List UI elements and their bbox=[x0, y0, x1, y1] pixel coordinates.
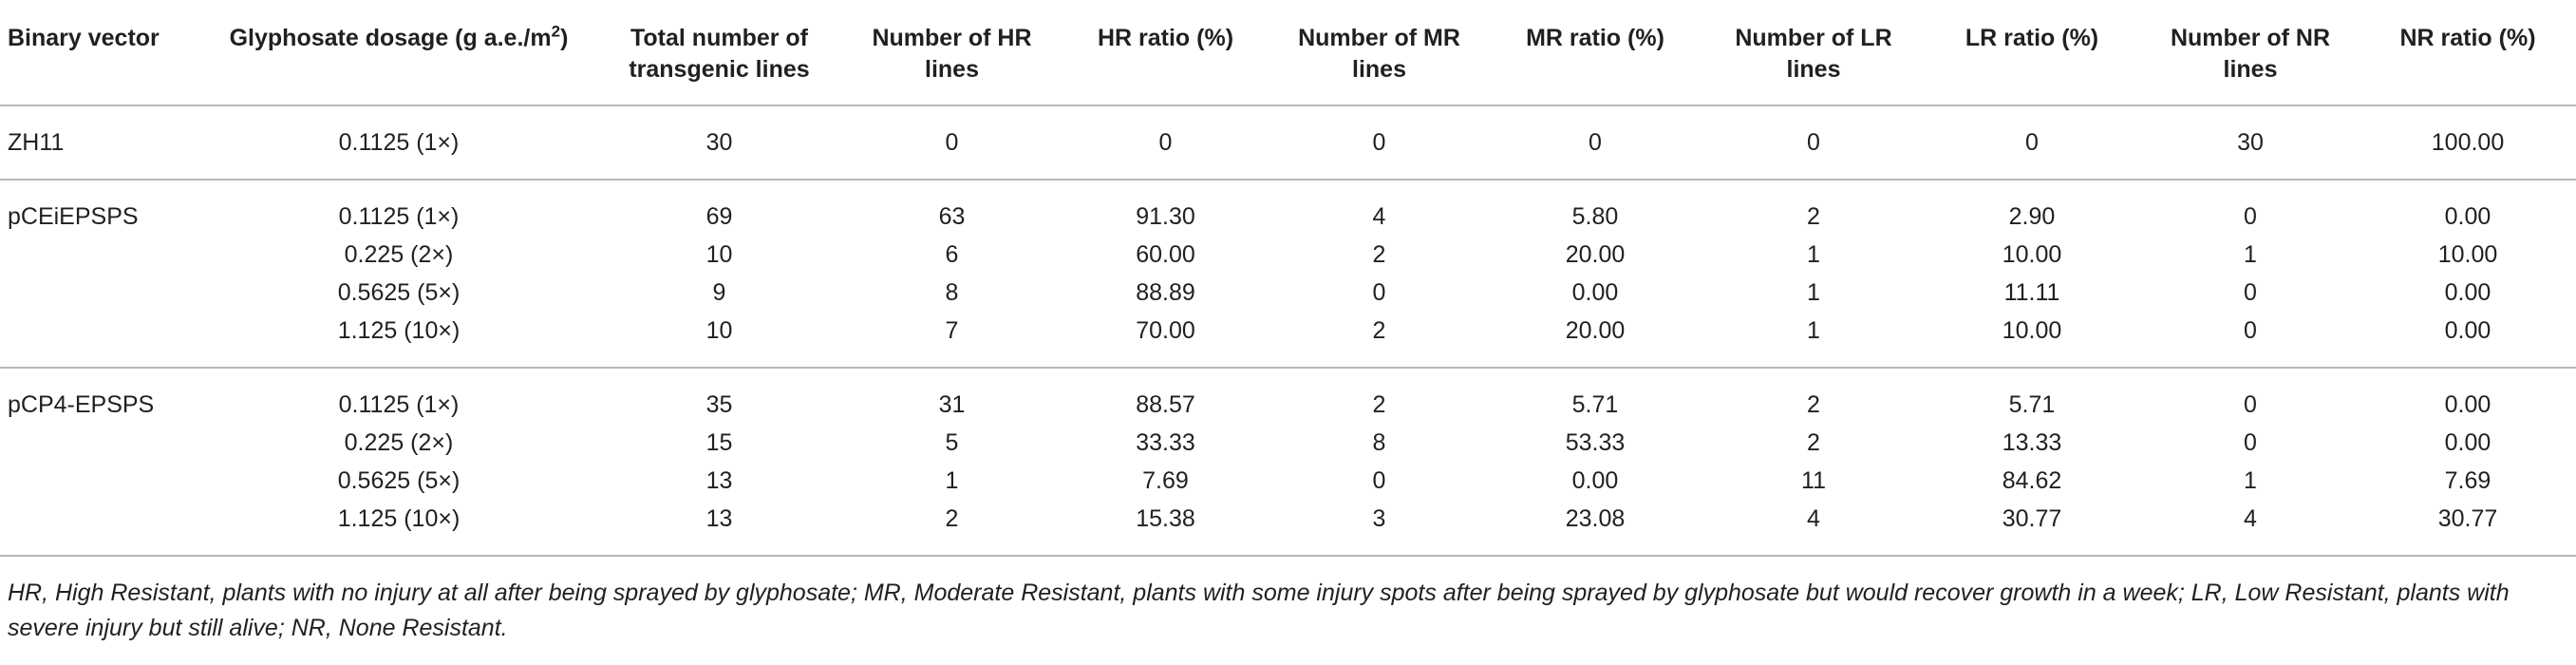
table-row bbox=[0, 462, 2576, 500]
table-cell: 88.89 bbox=[1136, 279, 1195, 306]
column-header: NR ratio (%) bbox=[2360, 6, 2576, 105]
table-cell: 0.00 bbox=[2360, 312, 2576, 368]
table-cell: 63 bbox=[938, 203, 966, 230]
table-cell: 69 bbox=[705, 203, 733, 230]
table-cell: 15.38 bbox=[1059, 500, 1272, 556]
column-header: Total number of transgenic lines bbox=[593, 6, 845, 105]
table-cell: 4 bbox=[2141, 500, 2360, 556]
table-row bbox=[0, 500, 2576, 556]
table-cell: 31 bbox=[938, 391, 966, 418]
table-cell: 0.00 bbox=[2444, 391, 2491, 418]
table-row bbox=[0, 180, 2576, 236]
table-cell: 0 bbox=[1059, 105, 1272, 180]
vector-cell bbox=[0, 274, 204, 312]
table-row bbox=[0, 274, 2576, 312]
table-cell: 53.33 bbox=[1565, 429, 1626, 456]
table-cell: 0.00 bbox=[1571, 279, 1619, 306]
column-header: Glyphosate dosage (g $a.e./m^2$) bbox=[204, 6, 593, 105]
data-table bbox=[0, 6, 2576, 557]
column-header: Number of MR lines bbox=[1272, 6, 1486, 105]
table-row bbox=[0, 424, 2576, 462]
column-header: Number of HR lines bbox=[845, 6, 1059, 105]
table-cell: 20.00 bbox=[1486, 312, 1704, 368]
table-cell: 30.77 bbox=[2360, 500, 2576, 556]
table-row bbox=[0, 236, 2576, 274]
table-cell: 10.00 bbox=[2002, 241, 2062, 268]
table-cell: 8 bbox=[1372, 429, 1386, 456]
table-cell: 10 bbox=[705, 241, 733, 268]
column-header: Number of NR lines bbox=[2141, 6, 2360, 105]
table-cell: 33.33 bbox=[1136, 429, 1195, 456]
table-cell: 0 bbox=[845, 105, 1059, 180]
column-header: LR ratio (%) bbox=[1923, 6, 2141, 105]
table-cell: 13 bbox=[593, 500, 845, 556]
vector-cell bbox=[0, 424, 204, 462]
vector-cell bbox=[0, 500, 204, 556]
table-cell: 10 bbox=[593, 312, 845, 368]
table-cell: 0 bbox=[1486, 105, 1704, 180]
table-header bbox=[0, 6, 2576, 105]
table-cell: 0 bbox=[1272, 105, 1486, 180]
row-group bbox=[0, 180, 2576, 368]
table-cell: 0 bbox=[2141, 312, 2360, 368]
table-cell: 0 bbox=[2244, 279, 2257, 306]
vector-cell bbox=[0, 312, 204, 368]
table-cell: 20.00 bbox=[1565, 241, 1626, 268]
table-cell: 4 bbox=[1704, 500, 1923, 556]
table-cell: 0 bbox=[2244, 391, 2257, 418]
table-cell: 35 bbox=[705, 391, 733, 418]
table-cell: 13 bbox=[705, 467, 733, 494]
table-cell: 0 bbox=[1372, 467, 1386, 494]
table-cell: 91.30 bbox=[1136, 203, 1195, 230]
table-cell: 100.00 bbox=[2360, 105, 2576, 180]
table-cell: 0.00 bbox=[1571, 467, 1619, 494]
table-cell: 1 bbox=[945, 467, 959, 494]
table-cell: 0.5625 (5×) bbox=[337, 467, 461, 494]
table-cell: 0.225 (2×) bbox=[344, 429, 454, 456]
table-cell: 0.00 bbox=[2444, 203, 2491, 230]
table-cell: 5.71 bbox=[2008, 391, 2056, 418]
column-header: Binary vector bbox=[0, 6, 204, 105]
header-row bbox=[0, 6, 2576, 105]
table-row bbox=[0, 105, 2576, 180]
table-cell: 60.00 bbox=[1136, 241, 1195, 268]
table-cell: 2 bbox=[1272, 312, 1486, 368]
vector-cell bbox=[0, 236, 204, 274]
table-cell: 0.00 bbox=[2444, 429, 2491, 456]
table-cell: 2 bbox=[1372, 391, 1386, 418]
table-cell: 1.125 (10×) bbox=[204, 500, 593, 556]
table-cell: 9 bbox=[712, 279, 726, 306]
table-cell: 10.00 bbox=[1923, 312, 2141, 368]
table-cell: 30 bbox=[593, 105, 845, 180]
row-group bbox=[0, 368, 2576, 556]
table-cell: 1 bbox=[2244, 467, 2257, 494]
table-cell: 0 bbox=[1923, 105, 2141, 180]
table-cell: 0.1125 (1×) bbox=[338, 203, 460, 230]
table-cell: 6 bbox=[945, 241, 959, 268]
table-cell: 1 bbox=[1807, 241, 1820, 268]
table-cell: 84.62 bbox=[2002, 467, 2062, 494]
table-cell: 0.225 (2×) bbox=[344, 241, 454, 268]
vector-cell: pCP4-EPSPS bbox=[8, 391, 155, 418]
table-cell: 1 bbox=[1704, 312, 1923, 368]
column-header: HR ratio (%) bbox=[1059, 6, 1272, 105]
table-cell: 4 bbox=[1372, 203, 1386, 230]
table-footnote: HR, High Resistant, plants with no injury at all after being sprayed by glyphosate; MR, Moderate Resistant, plants with some injury spots after being sprayed by glyphosate but would recover growth in a week; LR, Low Resistant, plants with severe injury but still alive; NR, None Resistant. bbox=[8, 580, 2510, 641]
table-cell: 2 bbox=[1372, 241, 1386, 268]
vector-cell: ZH11 bbox=[0, 105, 204, 180]
table-cell: 30.77 bbox=[1923, 500, 2141, 556]
column-header: Number of LR lines bbox=[1704, 6, 1923, 105]
table-cell: 7.69 bbox=[1142, 467, 1189, 494]
row-group bbox=[0, 105, 2576, 180]
column-header: MR ratio (%) bbox=[1486, 6, 1704, 105]
table-cell: 11 bbox=[1801, 467, 1826, 494]
table-cell: 10.00 bbox=[2437, 241, 2498, 268]
table-cell: 1 bbox=[1807, 279, 1820, 306]
table-cell: 7 bbox=[845, 312, 1059, 368]
table-cell: 2 bbox=[1807, 429, 1820, 456]
table-cell: 0 bbox=[2244, 429, 2257, 456]
table-cell: 2 bbox=[1807, 391, 1820, 418]
table-cell: 0 bbox=[1372, 279, 1386, 306]
table-cell: 0.1125 (1×) bbox=[338, 391, 460, 418]
table-cell: 5 bbox=[945, 429, 959, 456]
table-cell: 15 bbox=[705, 429, 733, 456]
table-cell: 30 bbox=[2141, 105, 2360, 180]
table-cell: 88.57 bbox=[1136, 391, 1195, 418]
table-cell: 8 bbox=[945, 279, 959, 306]
table-cell: 0 bbox=[1704, 105, 1923, 180]
table-cell: 2.90 bbox=[2008, 203, 2056, 230]
table-cell: 13.33 bbox=[2002, 429, 2062, 456]
table-cell: 11.11 bbox=[2003, 279, 2060, 306]
table-cell: 23.08 bbox=[1486, 500, 1704, 556]
table-cell: 0 bbox=[2244, 203, 2257, 230]
table-row bbox=[0, 368, 2576, 424]
table-cell: 5.71 bbox=[1571, 391, 1619, 418]
table-cell: 3 bbox=[1272, 500, 1486, 556]
table-cell: 7.69 bbox=[2444, 467, 2491, 494]
vector-cell bbox=[0, 462, 204, 500]
table-cell: 0.00 bbox=[2444, 279, 2491, 306]
table-cell: 0.5625 (5×) bbox=[337, 279, 461, 306]
vector-cell: pCEiEPSPS bbox=[8, 203, 139, 230]
table-cell: 5.80 bbox=[1571, 203, 1619, 230]
table-cell: 1.125 (10×) bbox=[204, 312, 593, 368]
table-row bbox=[0, 312, 2576, 368]
table-cell: 70.00 bbox=[1059, 312, 1272, 368]
table-cell: 0.1125 (1×) bbox=[204, 105, 593, 180]
table-cell: 2 bbox=[1807, 203, 1820, 230]
table-cell: 1 bbox=[2244, 241, 2257, 268]
table-cell: 2 bbox=[845, 500, 1059, 556]
